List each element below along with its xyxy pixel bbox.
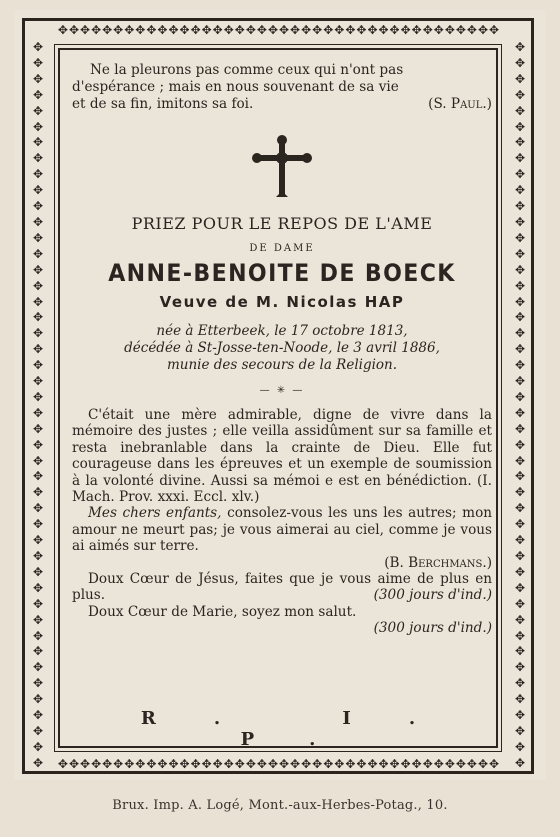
children-text: consolez-vous les uns les autres; mon amour ne meurt pas; je vous aimerai au ciel, comme je vous ai aimés sur terre. — [72, 505, 493, 555]
sacred-heart-invocation — [72, 571, 492, 604]
prayer-heading: PRIEZ POUR LE REPOS DE L'AME — [131, 214, 433, 233]
mary-heart-indulgence: (300 jours d'ind.) — [373, 620, 492, 637]
sacred-heart-text: Doux Cœur de Jésus, faites que je vous aime de plus en plus. — [72, 571, 492, 604]
star-separator: — ✳ — — [259, 385, 305, 396]
epigraph-line-3-text: et de sa fin, imitons sa foi. — [72, 96, 254, 112]
berchmans-citation: (B. Berchmans.) — [384, 554, 492, 571]
bottom-ornament-border: ✥✥✥✥✥✥✥✥✥✥✥✥✥✥✥✥✥✥✥✥✥✥✥✥✥✥✥✥✥✥✥✥✥✥✥✥✥✥✥✥ — [57, 757, 501, 771]
right-ornament-border: ✥✥✥✥✥✥✥✥✥✥✥✥✥✥✥✥✥✥✥✥✥✥✥✥✥✥✥✥✥✥✥✥✥✥✥✥✥✥✥✥✥✥✥✥✥✥ — [514, 40, 526, 770]
sacred-heart-indulgence: (300 jours d'ind.) — [373, 587, 492, 604]
birth-death-dates — [72, 323, 492, 374]
cross-icon — [252, 135, 312, 201]
deceased-name: ANNE-BENOITE DE BOECK — [108, 259, 456, 287]
epigraph — [72, 62, 492, 113]
epigraph-signature: (S. Paul.) — [428, 96, 492, 112]
de-dame-label: DE DAME — [249, 243, 315, 254]
epigraph-line-3 — [72, 96, 492, 113]
children-paragraph — [72, 505, 492, 554]
widow-of-line: Veuve de M. Nicolas HAP — [159, 293, 405, 311]
birth-line: née à Etterbeek, le 17 octobre 1813, — [156, 323, 408, 339]
death-line: décédée à St-Josse-ten-Noode, le 3 avril 1886, — [124, 340, 440, 356]
mary-heart-invocation: Doux Cœur de Marie, soyez mon salut. — [88, 603, 357, 620]
sacraments-line: munie des secours de la Religion. — [166, 357, 398, 373]
epigraph-line-1: Ne la pleurons pas comme ceux qui n'ont pas — [90, 62, 404, 78]
left-ornament-border: ✥✥✥✥✥✥✥✥✥✥✥✥✥✥✥✥✥✥✥✥✥✥✥✥✥✥✥✥✥✥✥✥✥✥✥✥✥✥✥✥✥✥✥✥✥✥ — [32, 40, 44, 770]
children-address: Mes chers enfants, — [88, 505, 222, 522]
eulogy-paragraph: C'était une mère admirable, digne de vivre dans la mémoire des justes ; elle veilla assidûment sur sa famille et resta inebranlable dans la crainte de Dieu. Elle fut courageuse dans les épreuves et un exemple de soumission à la volonté divine. Aussi sa mémoi e est en bénédiction. (I. Mach. Prov. xxxi. Eccl. xlv.) — [72, 407, 492, 506]
top-ornament-border: ✥✥✥✥✥✥✥✥✥✥✥✥✥✥✥✥✥✥✥✥✥✥✥✥✥✥✥✥✥✥✥✥✥✥✥✥✥✥✥✥ — [57, 23, 501, 37]
printer-imprint: Brux. Imp. A. Logé, Mont.-aux-Herbes-Potag., 10. — [112, 798, 448, 813]
eulogy-text — [72, 407, 492, 637]
card-content — [72, 62, 492, 637]
epigraph-line-2: d'espérance ; mais en nous souvenant de sa vie — [72, 79, 399, 95]
rip-inscription: R. I. P. — [140, 708, 474, 750]
